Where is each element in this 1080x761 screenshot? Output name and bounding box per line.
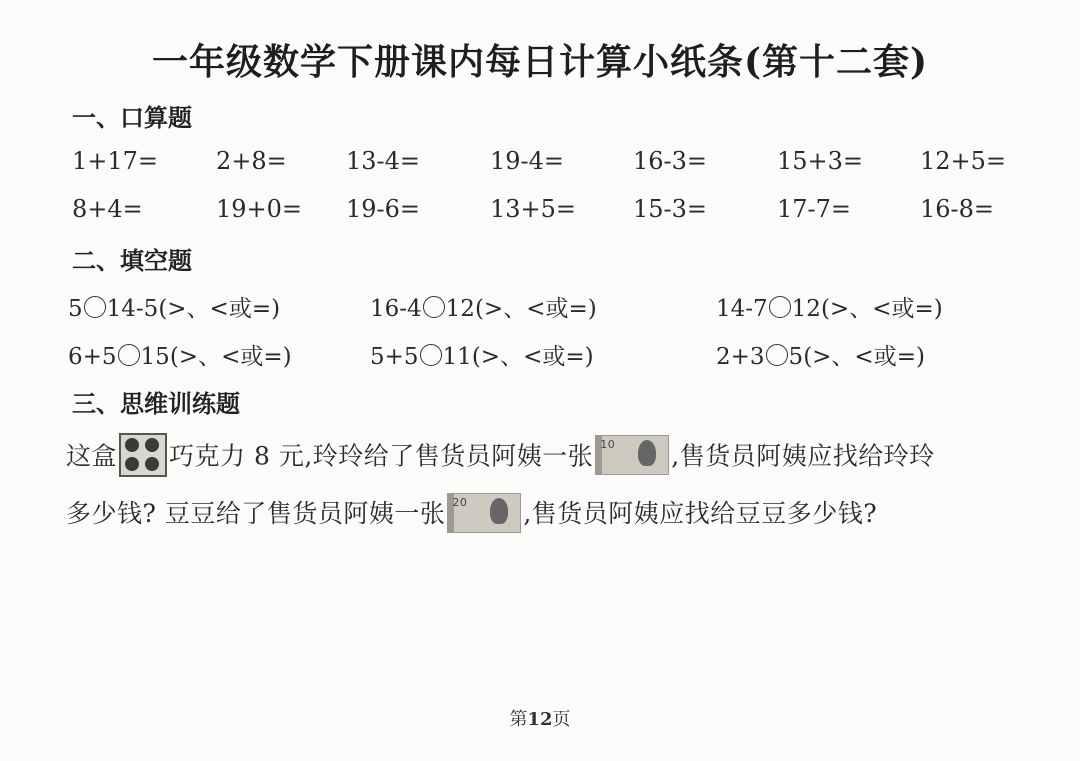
compare-left: 6+5: [68, 344, 117, 370]
compare-problem: [68, 290, 280, 323]
answer-circle[interactable]: [766, 344, 788, 366]
section-heading-thinking: 三、思维训练题: [72, 390, 240, 418]
oral-problem: 19-6=: [346, 195, 421, 223]
compare-problem: [716, 338, 925, 371]
page-title: 一年级数学下册课内每日计算小纸条(第十二套): [151, 41, 929, 83]
compare-right: 12: [791, 296, 821, 322]
story-text: 这盒: [66, 441, 118, 471]
oral-problem: 16-8=: [920, 195, 995, 223]
compare-options: (>、<或=): [471, 344, 594, 370]
oral-problem: 13-4=: [346, 147, 421, 175]
section-heading-fill: 二、填空题: [72, 247, 192, 275]
compare-left: 5+5: [370, 344, 419, 370]
compare-options: (>、<或=): [158, 296, 281, 322]
oral-problem: 17-7=: [777, 195, 852, 223]
compare-left: 14-7: [716, 296, 768, 322]
oral-problem: 13+5=: [490, 195, 577, 223]
story-text: ,售货员阿姨应找给玲玲: [671, 441, 935, 471]
oral-problem: 15+3=: [777, 147, 864, 175]
section-heading-oral: 一、口算题: [72, 104, 192, 132]
compare-problem: [370, 338, 594, 371]
compare-left: 5: [68, 296, 83, 322]
compare-right: 5: [788, 344, 804, 370]
story-line-2: [66, 494, 877, 536]
compare-left: 16-4: [370, 296, 422, 322]
compare-right: 11: [442, 344, 472, 370]
oral-problem: 8+4=: [72, 195, 143, 223]
oral-problem: 2+8=: [216, 147, 287, 175]
oral-problem: 19-4=: [490, 147, 565, 175]
compare-left: 2+3: [716, 344, 765, 370]
compare-options: (>、<或=): [820, 296, 943, 322]
compare-right: 12: [445, 296, 475, 322]
oral-problem: 16-3=: [633, 147, 708, 175]
compare-options: (>、<或=): [803, 344, 925, 370]
answer-circle[interactable]: [118, 344, 140, 366]
oral-problem: 15-3=: [633, 195, 708, 223]
answer-circle[interactable]: [84, 296, 106, 318]
story-text: 多少钱? 豆豆给了售货员阿姨一张: [66, 499, 446, 528]
answer-circle[interactable]: [420, 344, 442, 366]
compare-problem: [68, 338, 292, 371]
compare-options: (>、<或=): [169, 344, 292, 370]
oral-problem: 19+0=: [216, 195, 303, 223]
oral-problem: 1+17=: [72, 147, 159, 175]
chocolate-box-image: [119, 433, 167, 477]
story-text: 巧克力 8 元,玲玲给了售货员阿姨一张: [169, 441, 594, 471]
page-number: 第12页: [509, 709, 571, 730]
story-line-1: [66, 436, 935, 480]
compare-problem: [370, 290, 597, 323]
oral-problem: 12+5=: [920, 147, 1007, 175]
answer-circle[interactable]: [769, 296, 791, 318]
banknote-10-image: 10: [595, 435, 669, 475]
banknote-20-image: 20: [447, 493, 521, 533]
compare-problem: [716, 290, 943, 323]
story-text: ,售货员阿姨应找给豆豆多少钱?: [523, 499, 878, 528]
compare-right: 15: [140, 344, 170, 370]
compare-right: 14-5: [106, 296, 159, 322]
compare-options: (>、<或=): [474, 296, 597, 322]
answer-circle[interactable]: [423, 296, 445, 318]
